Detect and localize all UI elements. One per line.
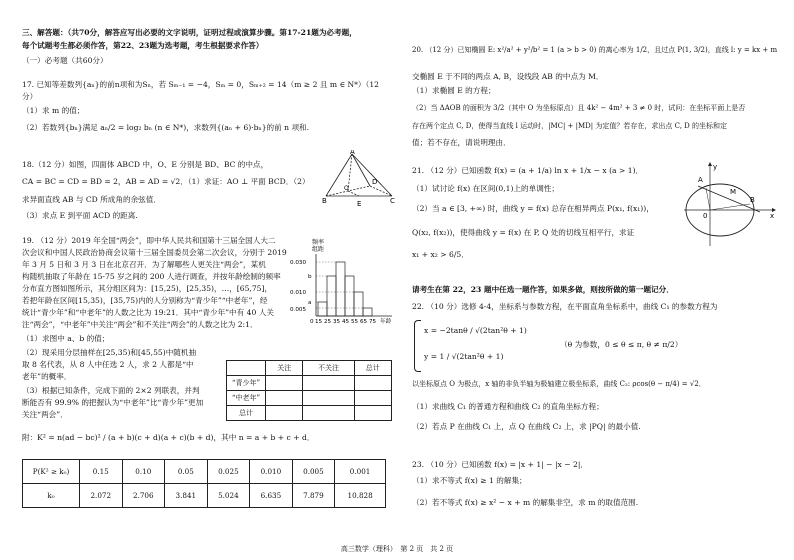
hist-xtick-5: 55	[351, 319, 359, 325]
ctab-row-elder: “中老年”	[227, 391, 266, 406]
hist-ytick-2: b	[308, 274, 312, 280]
q19-line-10: （2）现采用分层抽样在[25,35)和[45,55)中随机抽	[22, 348, 197, 357]
hist-ylabel-1: 频率	[312, 239, 325, 246]
q22-line-2: 以坐标原点 O 为极点，x 轴的非负半轴为极轴建立极坐标系，曲线 C₂: ρcos(θ − π/4) = √2．	[412, 380, 706, 388]
page-footer: 高三数学（理科） 第 2 页 共 2 页	[340, 545, 454, 553]
ktab-k-4: 5.024	[207, 484, 250, 508]
q19-line-8: 注“两会”，“中老年”中关注“两会”和不关注“两会”的人数之比为 2:1．	[22, 320, 258, 329]
q18-line-3: 求异面直线 AB 与 CD 所成角的余弦值．	[22, 195, 161, 204]
q23-line-2: （1）求不等式 f(x) ≥ 1 的解集；	[412, 476, 527, 485]
ctab-row-total: 总计	[227, 406, 266, 421]
hist-xtick-2: 25	[324, 319, 332, 325]
ktab-k-2: 2.706	[122, 484, 165, 508]
section-heading-2: 每个试题考生都必须作答，第22、23题为选考题，考生根据要求作答）	[22, 41, 264, 50]
ellipse-figure	[680, 160, 778, 250]
ktab-p-1: 0.15	[80, 460, 123, 484]
q17-line-3: （1）求 m 的值；	[22, 106, 85, 115]
q19-line-6: 若把年龄在区间[15,35)，[35,75)内的人分别称为“青少年”“中老年”，经	[22, 296, 268, 305]
tetra-label-d: D	[372, 178, 378, 186]
hist-xtick-6: 65	[360, 319, 368, 325]
ellipse-label-b: B	[750, 196, 755, 204]
q19-line-12: 老年”的概率．	[22, 372, 72, 381]
ktab-k-head: k₀	[23, 484, 80, 508]
table-row	[227, 391, 392, 406]
hist-xtick-1: 15	[315, 319, 323, 325]
required-label: （一）必考题（共60分）	[22, 56, 108, 65]
q22-system-y: y = 1 / √(2tan²θ + 1)	[424, 352, 504, 361]
hist-origin: 0	[310, 319, 314, 325]
tetra-label-o: O	[344, 185, 349, 192]
ktab-k-7: 10.828	[335, 484, 386, 508]
hist-ytick-1: 0.030	[290, 260, 307, 266]
q20-line-3: （1）求椭圆 E 的方程；	[412, 86, 496, 95]
tetrahedron-figure	[322, 150, 396, 212]
q19-line-11: 取 8 名代表，从 8 人中任选 2 人，求 2 人都是“中	[22, 360, 194, 369]
age-histogram	[288, 236, 400, 326]
ktab-p-4: 0.025	[207, 460, 250, 484]
tetra-label-e: E	[357, 200, 362, 208]
k2-formula: 附：K² = n(ad − bc)² / (a + b)(c + d)(a + c)(b + d)，其中 n = a + b + c + d．	[22, 433, 315, 442]
q21-line-5: x₁ + x₂ > 6/5．	[412, 250, 469, 259]
q20-line-5: 存在两个定点 C, D，使得当直线 l 运动时，|MC| + |MD| 为定值？若存在，求出点 C, D 的坐标和定	[412, 122, 727, 130]
hist-xtick-3: 35	[333, 319, 341, 325]
q19-line-7: 统计“青少年”和“中老年”的人数之比为 19:21．其中“青少年”中有 40 人关	[22, 308, 274, 317]
ktab-k-1: 2.072	[80, 484, 123, 508]
ellipse-label-o: 0	[703, 212, 708, 220]
ktab-p-5: 0.010	[250, 460, 293, 484]
ktab-p-6: 0.005	[292, 460, 335, 484]
table-row	[23, 460, 386, 484]
q22-line-1: 22. （10 分）选修 4-4，坐标系与参数方程，在平面直角坐标系中，曲线 C₁ 的参数方程为	[412, 302, 718, 311]
q19-line-15: 关注“两会”．	[22, 410, 68, 419]
q19-line-3: 年 3 月 5 日和 3 月 3 日在北京召开．为了解哪些人更关注“两会”，某机	[22, 260, 266, 269]
q18-line-2: CA = BC = CD = BD = 2，AB = AD = √2．（1）求证：AO ⊥ 平面 BCD．（2）	[22, 177, 310, 186]
table-row	[227, 376, 392, 391]
ktab-p-2: 0.10	[122, 460, 165, 484]
ellipse-label-y: y	[713, 163, 718, 171]
q20-line-1: 20. （12 分）已知椭圆 E: x²/a² + y²/b² = 1 (a > b > 0) 的离心率为 1/2，且过点 P(1, 3/2)，直线 l: y = kx + m	[412, 46, 778, 54]
tetra-label-a: A	[350, 150, 355, 156]
q22-line-3: （1）求曲线 C₁ 的普通方程和曲线 C₂ 的直角坐标方程；	[412, 402, 604, 411]
ktab-k-3: 3.841	[165, 484, 208, 508]
ktab-p-3: 0.05	[165, 460, 208, 484]
q18-line-4: （3）求点 E 到平面 ACD 的距离.	[22, 211, 138, 220]
table-row	[227, 406, 392, 421]
hist-ytick-5: 0.005	[290, 307, 307, 313]
k2-critical-table	[22, 459, 386, 508]
q23-line-3: （2）若不等式 f(x) ≥ x² − x + m 的解集非空，求 m 的取值范围.	[412, 498, 639, 507]
q17-line-1: 17. 已知等差数列{aₙ}的前n项和为Sₙ，若 Sₘ₋₁ = −4，Sₘ = 0，Sₘ₊₂ = 14（m ≥ 2 且 m ∈ N*）（12	[22, 80, 379, 89]
q19-line-9: （1）求图中 a、b 的值；	[22, 334, 110, 343]
hist-ytick-4: a	[308, 300, 312, 306]
hist-ytick-3: 0.010	[290, 290, 307, 296]
contingency-table	[226, 360, 392, 421]
q20-line-2: 交椭圆 E 于不同的两点 A, B，设线段 AB 的中点为 M．	[412, 72, 604, 81]
q19-line-2: 次会议和中国人民政治协商会议第十三届全国委员会第二次会议，分别于 2019	[22, 248, 287, 257]
ellipse-label-m: M	[730, 188, 737, 196]
q17-line-4: （2）若数列{bₙ}满足 aₙ/2 = log₂ bₙ (n ∈ N*)，求数列{(aₙ + 6)·bₙ}的前 n 项和.	[22, 123, 310, 132]
tetra-label-c: C	[390, 197, 395, 205]
q19-line-1: 19. （12 分）2019 年全国“两会”，即中华人民共和国第十三届全国人大二	[22, 236, 276, 245]
q19-line-13: （3）根据已知条件，完成下面的 2×2 列联表，并判	[22, 386, 200, 395]
choice-note: 请考生在第 22，23 题中任选一题作答，如果多做，则按所做的第一题记分．	[412, 285, 674, 294]
q21-line-1: 21. （12 分）已知函数 f(x) = (a + 1/a) ln x + 1/x − x (a > 1)．	[412, 166, 644, 175]
q22-system-x: x = −2tanθ / √(2tan²θ + 1)	[424, 326, 527, 335]
q21-line-4: Q(x₂, f(x₂))，使得曲线 y = f(x) 在 P, Q 处的切线互相平行，求证	[412, 228, 635, 237]
ktab-k-5: 6.635	[250, 484, 293, 508]
hist-ylabel-2: 组距	[312, 246, 325, 253]
q21-line-3: （2）当 a ∈ [3, +∞) 时，曲线 y = f(x) 总存在相异两点 P(x₁, f(x₁))，	[412, 204, 654, 213]
ellipse-label-a: A	[698, 176, 703, 184]
ktab-k-6: 7.879	[292, 484, 335, 508]
ctab-header-concern: 关注	[266, 361, 303, 376]
q19-line-14: 断能否有 99.9% 的把握认为“中老年”比“青少年”更加	[22, 398, 204, 407]
ctab-header-blank	[227, 361, 266, 376]
ctab-row-youth: “青少年”	[227, 376, 266, 391]
section-heading: 三、解答题：（共70分，解答应写出必要的文字说明，证明过程或演算步骤。第17-21题为必考题，	[22, 28, 357, 37]
q17-line-2: 分）	[22, 92, 38, 101]
q20-line-4: （2）当 ΔAOB 的面积为 3/2（其中 O 为坐标原点）且 4k² − 4m² + 3 ≠ 0 时，试问：在坐标平面上是否	[412, 104, 746, 112]
hist-xtick-4: 45	[342, 319, 350, 325]
ctab-header-total: 总计	[354, 361, 391, 376]
q19-line-5: 分布直方图如图所示，其分组区间为：[15,25)，[25,35)，…，[65,75]，	[22, 284, 273, 293]
hist-xtick-7: 75	[369, 319, 377, 325]
table-row	[23, 484, 386, 508]
hist-xlabel: 年龄	[380, 319, 392, 325]
q23-line-1: 23. （10 分）已知函数 f(x) = |x + 1| − |x − 2|．	[412, 460, 588, 469]
q21-line-2: （1）试讨论 f(x) 在区间(0,1)上的单调性；	[412, 184, 559, 193]
ctab-header-not-concern: 不关注	[303, 361, 354, 376]
ellipse-label-x: x	[770, 212, 775, 220]
q22-condition: （θ 为参数，0 ≤ θ ≤ π, θ ≠ π/2）	[560, 340, 683, 349]
q22-line-4: （2）若点 P 在曲线 C₁ 上，点 Q 在曲线 C₂ 上，求 |PQ| 的最小值.	[412, 422, 641, 431]
ktab-p-head: P(K² ≥ k₀)	[23, 460, 80, 484]
system-brace	[414, 320, 421, 372]
q20-line-6: 值；若不存在，请说明理由．	[412, 138, 511, 147]
q18-line-1: 18.（12 分）如图，四面体 ABCD 中，O、E 分别是 BD、BC 的中点，	[22, 160, 269, 169]
ktab-p-7: 0.001	[335, 460, 386, 484]
tetra-label-b: B	[322, 197, 327, 205]
q19-line-4: 构随机抽取了年龄在 15-75 岁之间的 200 人进行调查，并按年龄绘制的频率	[22, 272, 281, 281]
